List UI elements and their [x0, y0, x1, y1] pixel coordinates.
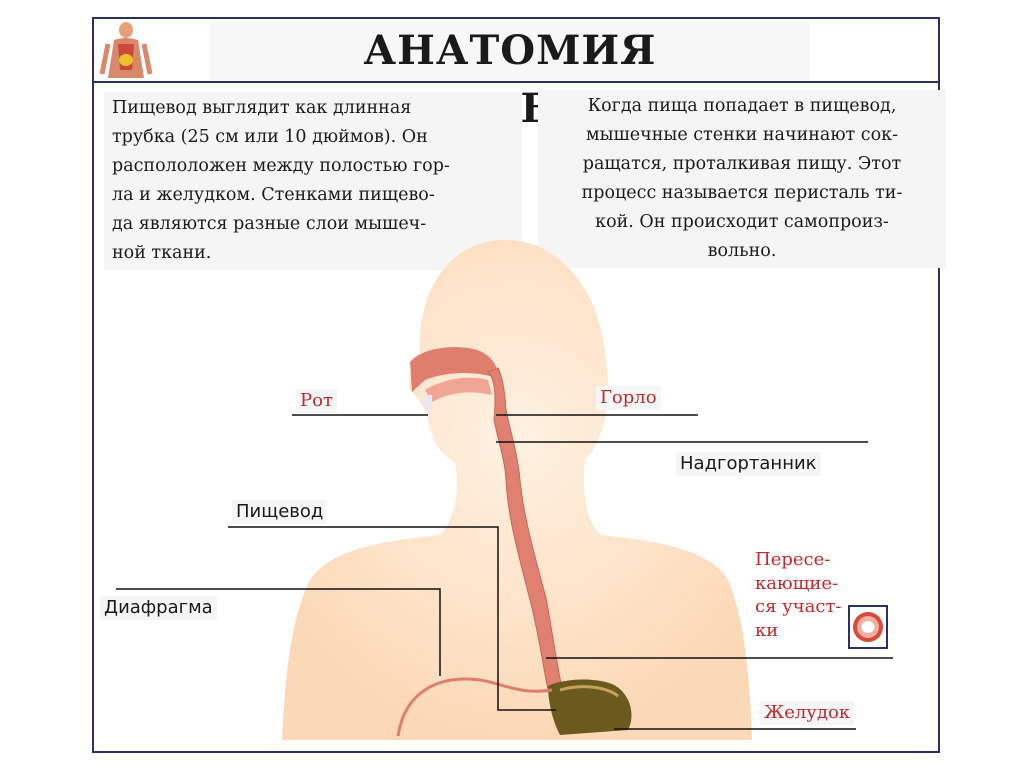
teeth	[424, 395, 432, 409]
label-epiglottis: Надгортанник	[676, 452, 821, 476]
intro-text-right: Когда пища попадает в пищевод, мышечные стенки начинают сок- ращатся, проталкивая пищу. Этот процесс называется перисталь ти- кой. Он происходит самопроиз- вольно.	[538, 90, 946, 268]
label-stomach: Желудок	[760, 701, 854, 725]
label-esophagus: Пищевод	[232, 500, 327, 524]
label-mouth: Рот	[296, 389, 337, 413]
cross-section-icon	[848, 605, 888, 649]
label-crossing-sections: Пересе- кающие- ся участ- ки	[755, 549, 842, 641]
page-title: АНАТОМИЯ	[210, 22, 810, 80]
label-diaphragm: Диафрагма	[100, 596, 217, 620]
intro-text-left: Пищевод выглядит как длинная трубка (25 см или 10 дюймов). Он распололожен между полостью гор- ла и желудком. Стенками пищево- да являются разные слои мышеч- ной ткани.	[104, 92, 522, 270]
label-throat: Горло	[596, 386, 661, 410]
